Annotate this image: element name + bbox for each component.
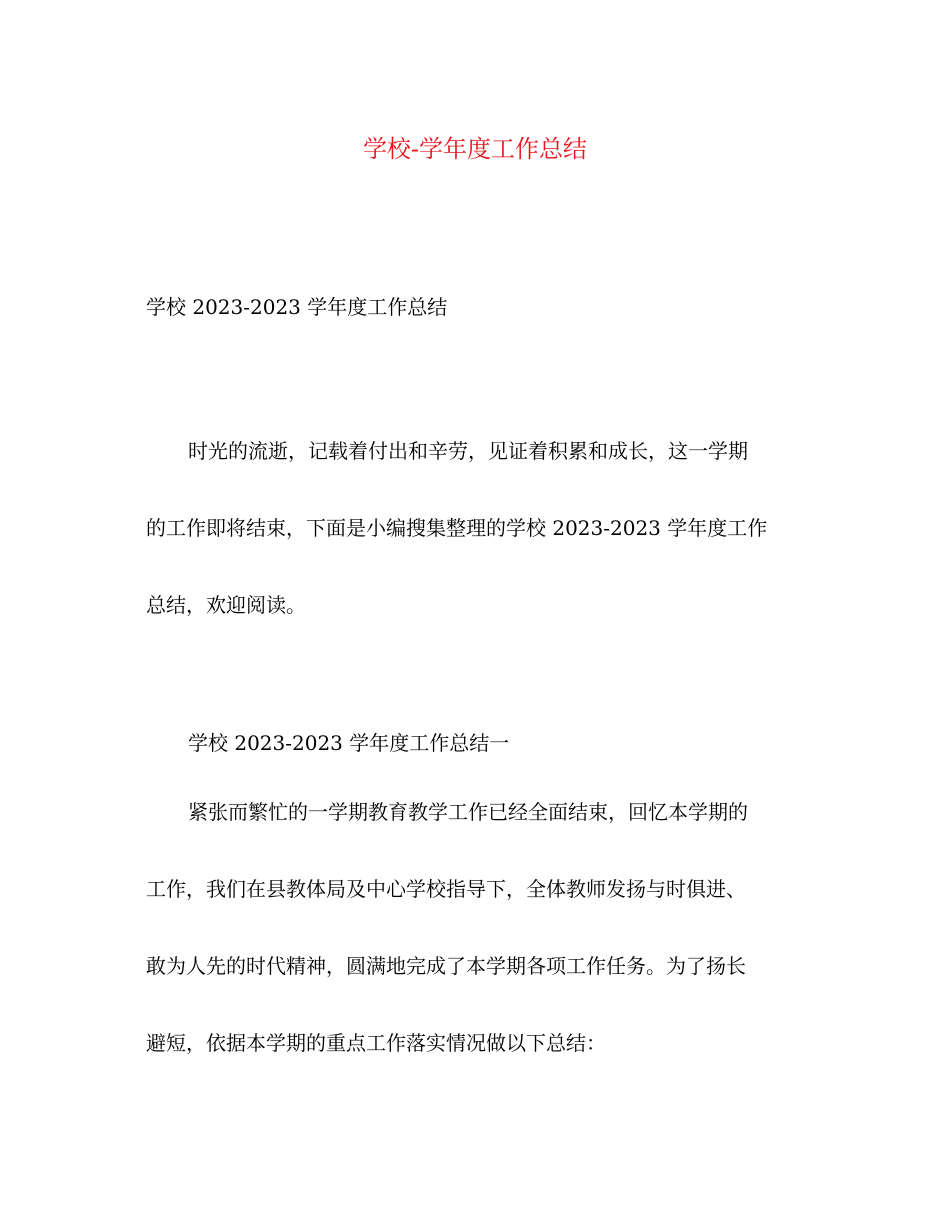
section-paragraph: [146, 797, 806, 1105]
section-line-4: 避短，依据本学期的重点工作落实情况做以下总结：: [146, 1031, 606, 1055]
intro-paragraph: [146, 436, 806, 667]
intro-line-3: 总结，欢迎阅读。: [146, 593, 306, 617]
intro-line-1: 时光的流逝，记载着付出和辛劳，见证着积累和成长，这一学期: [188, 439, 748, 463]
section-line-1: 紧张而繁忙的一学期教育教学工作已经全面结束，回忆本学期的: [188, 800, 748, 824]
section-line-2: 工作，我们在县教体局及中心学校指导下，全体教师发扬与时俱进、: [146, 877, 746, 901]
section-line-3: 敢为人先的时代精神，圆满地完成了本学期各项工作任务。为了扬长: [146, 954, 746, 978]
document-title: 学校-学年度工作总结: [362, 135, 588, 163]
document-subtitle: 学校 2023-2023 学年度工作总结: [146, 295, 448, 319]
intro-line-2: 的工作即将结束，下面是小编搜集整理的学校 2023-2023 学年度工作: [146, 516, 768, 540]
section-heading: 学校 2023-2023 学年度工作总结一: [188, 731, 510, 755]
